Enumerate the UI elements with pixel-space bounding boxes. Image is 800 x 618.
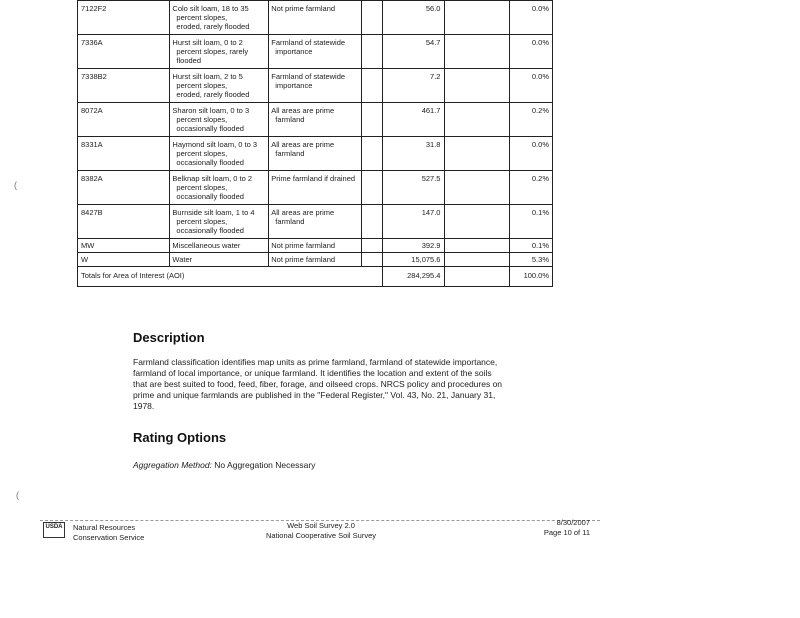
acres-in-aoi: 7.2 — [383, 69, 445, 103]
empty-cell — [361, 1, 382, 35]
map-unit-name-line: percent slopes, — [176, 183, 228, 192]
rating-line: importance — [275, 81, 313, 90]
map-unit-symbol: 7336A — [78, 35, 170, 69]
table-row — [78, 1, 553, 35]
scan-hole-mark: ( — [14, 180, 17, 190]
map-unit-name-line: flooded — [176, 56, 202, 65]
empty-cell — [361, 171, 382, 205]
empty-cell — [445, 137, 509, 171]
agency-line-2: Conservation Service — [73, 533, 145, 542]
percent-of-aoi: 0.0% — [509, 1, 552, 35]
scan-hole-mark: ( — [16, 490, 19, 500]
table-row — [78, 103, 553, 137]
table-row — [78, 35, 553, 69]
map-unit-name-line: Colo silt loam, 18 to 35 — [172, 4, 249, 13]
footer-agency — [73, 523, 144, 543]
map-unit-name-line: percent slopes, rarely — [176, 47, 249, 56]
map-unit-name — [170, 253, 269, 267]
percent-of-aoi: 0.0% — [509, 35, 552, 69]
map-unit-name-line: Miscellaneous water — [172, 241, 241, 250]
rating-line: Prime farmland if drained — [271, 174, 356, 183]
map-unit-name-line: eroded, rarely flooded — [176, 22, 250, 31]
farmland-rating — [269, 253, 361, 267]
acres-in-aoi: 54.7 — [383, 35, 445, 69]
empty-cell — [361, 103, 382, 137]
map-unit-name — [170, 137, 269, 171]
map-unit-name-line: percent slopes, — [176, 13, 228, 22]
empty-cell — [361, 205, 382, 239]
empty-cell — [361, 35, 382, 69]
rating-line: Not prime farmland — [271, 241, 336, 250]
table-row — [78, 205, 553, 239]
map-unit-symbol: MW — [78, 239, 170, 253]
map-unit-name-line: Burnside silt loam, 1 to 4 — [172, 208, 255, 217]
acres-in-aoi: 147.0 — [383, 205, 445, 239]
map-unit-name-line: percent slopes, — [176, 217, 228, 226]
aggregation-label: Aggregation Method: — [133, 460, 212, 470]
map-unit-name-line: Haymond silt loam, 0 to 3 — [172, 140, 258, 149]
farmland-rating — [269, 69, 361, 103]
empty-cell — [445, 267, 509, 287]
empty-cell — [445, 253, 509, 267]
totals-row — [78, 267, 553, 287]
map-unit-name — [170, 103, 269, 137]
acres-in-aoi: 461.7 — [383, 103, 445, 137]
farmland-rating — [269, 103, 361, 137]
empty-cell — [445, 205, 509, 239]
farmland-rating — [269, 35, 361, 69]
rating-line: Not prime farmland — [271, 4, 336, 13]
totals-label: Totals for Area of Interest (AOI) — [78, 267, 383, 287]
map-unit-symbol: 8427B — [78, 205, 170, 239]
footer-center — [236, 521, 406, 541]
table-row — [78, 239, 553, 253]
empty-cell — [361, 137, 382, 171]
map-unit-name — [170, 239, 269, 253]
survey-name: Web Soil Survey 2.0 — [287, 521, 355, 530]
table-row — [78, 253, 553, 267]
totals-acres: 284,295.4 — [383, 267, 445, 287]
map-unit-name-line: Hurst silt loam, 0 to 2 — [172, 38, 243, 47]
table-row — [78, 171, 553, 205]
empty-cell — [445, 69, 509, 103]
agency-line-1: Natural Resources — [73, 523, 136, 532]
percent-of-aoi: 0.2% — [509, 103, 552, 137]
empty-cell — [445, 171, 509, 205]
totals-percent: 100.0% — [509, 267, 552, 287]
farmland-rating — [269, 171, 361, 205]
percent-of-aoi: 0.1% — [509, 239, 552, 253]
map-unit-name-line: eroded, rarely flooded — [176, 90, 250, 99]
map-unit-symbol: W — [78, 253, 170, 267]
farmland-rating — [269, 239, 361, 253]
map-unit-name-line: occasionally flooded — [176, 124, 244, 133]
map-unit-name-line: percent slopes, — [176, 81, 228, 90]
percent-of-aoi: 0.0% — [509, 69, 552, 103]
page-number: Page 10 of 11 — [543, 528, 590, 537]
map-unit-name-line: Hurst silt loam, 2 to 5 — [172, 72, 243, 81]
rating-line: Farmland of statewide — [271, 38, 346, 47]
acres-in-aoi: 15,075.6 — [383, 253, 445, 267]
map-unit-name-line: occasionally flooded — [176, 192, 244, 201]
map-unit-name — [170, 1, 269, 35]
empty-cell — [361, 253, 382, 267]
rating-line: All areas are prime — [271, 140, 335, 149]
usda-logo: USDA — [43, 522, 65, 538]
map-unit-name — [170, 69, 269, 103]
survey-org: National Cooperative Soil Survey — [265, 531, 377, 540]
empty-cell — [445, 1, 509, 35]
aggregation-method — [133, 460, 315, 470]
map-unit-name-line: occasionally flooded — [176, 158, 244, 167]
map-unit-name-line: Water — [172, 255, 193, 264]
acres-in-aoi: 392.9 — [383, 239, 445, 253]
map-unit-table — [77, 0, 553, 287]
map-unit-symbol: 7338B2 — [78, 69, 170, 103]
acres-in-aoi: 31.8 — [383, 137, 445, 171]
empty-cell — [445, 35, 509, 69]
map-unit-name — [170, 35, 269, 69]
rating-line: All areas are prime — [271, 106, 335, 115]
map-unit-symbol: 7122F2 — [78, 1, 170, 35]
percent-of-aoi: 0.0% — [509, 137, 552, 171]
empty-cell — [361, 69, 382, 103]
map-unit-name-line: Sharon silt loam, 0 to 3 — [172, 106, 250, 115]
rating-line: importance — [275, 47, 313, 56]
rating-line: Farmland of statewide — [271, 72, 346, 81]
table-row — [78, 69, 553, 103]
map-unit-name — [170, 171, 269, 205]
map-unit-name-line: occasionally flooded — [176, 226, 244, 235]
map-unit-symbol: 8331A — [78, 137, 170, 171]
rating-line: farmland — [275, 115, 305, 124]
empty-cell — [361, 239, 382, 253]
map-unit-name — [170, 205, 269, 239]
empty-cell — [445, 103, 509, 137]
rating-options-heading: Rating Options — [133, 430, 227, 445]
rating-line: All areas are prime — [271, 208, 335, 217]
acres-in-aoi: 56.0 — [383, 1, 445, 35]
percent-of-aoi: 0.1% — [509, 205, 552, 239]
aggregation-value: No Aggregation Necessary — [214, 460, 316, 470]
rating-line: Not prime farmland — [271, 255, 336, 264]
farmland-rating — [269, 1, 361, 35]
footer-date: 8/30/2007 — [556, 518, 590, 527]
table-row — [78, 137, 553, 171]
percent-of-aoi: 0.2% — [509, 171, 552, 205]
map-unit-symbol: 8382A — [78, 171, 170, 205]
footer-right — [520, 518, 590, 538]
acres-in-aoi: 527.5 — [383, 171, 445, 205]
map-unit-symbol: 8072A — [78, 103, 170, 137]
percent-of-aoi: 5.3% — [509, 253, 552, 267]
farmland-rating — [269, 137, 361, 171]
rating-line: farmland — [275, 149, 305, 158]
description-heading: Description — [133, 330, 205, 345]
rating-line: farmland — [275, 217, 305, 226]
farmland-rating — [269, 205, 361, 239]
table-body — [78, 1, 553, 287]
description-text: Farmland classification identifies map units as prime farmland, farmland of statewide importance, farmland of local importance, or unique farmland. It identifies the location and extent of the soils that are best suited to food, feed, fiber, forage, and oilseed crops. NRCS policy and procedures on prime and unique farmlands are published in the "Federal Register," Vol. 43, No. 21, January 31, 1978. — [133, 357, 503, 411]
map-unit-name-line: percent slopes, — [176, 115, 228, 124]
map-unit-name-line: percent slopes, — [176, 149, 228, 158]
empty-cell — [445, 239, 509, 253]
map-unit-name-line: Belknap silt loam, 0 to 2 — [172, 174, 253, 183]
